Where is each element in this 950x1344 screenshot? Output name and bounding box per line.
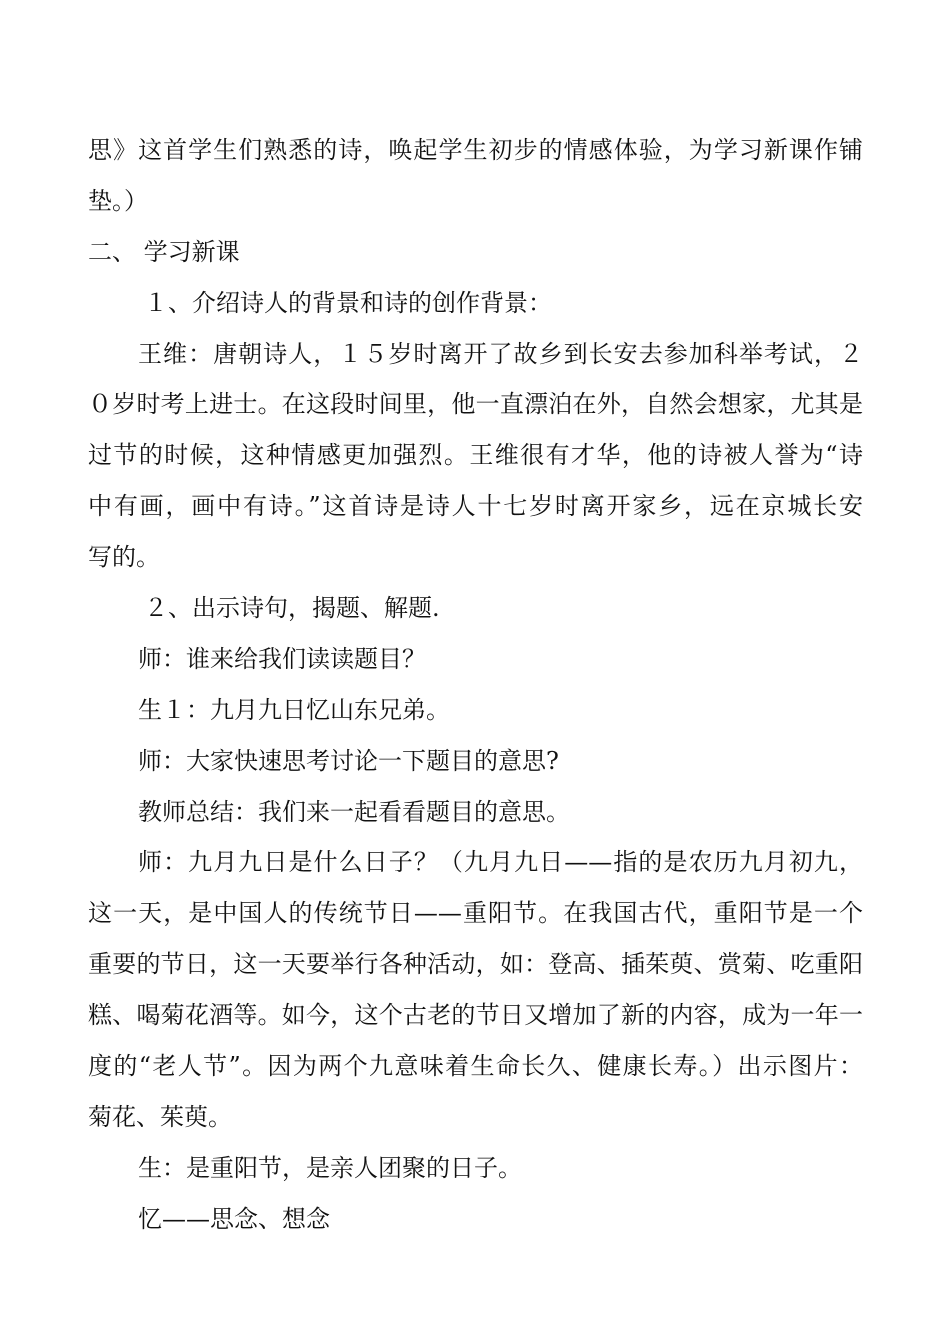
document-body xyxy=(88,125,863,1245)
text-line: 这一天，是中国人的传统节日——重阳节。在我国古代，重阳节是一个 xyxy=(88,899,863,928)
text-line: 王维：唐朝诗人，１５岁时离开了故乡到长安去参加科举考试，２ xyxy=(138,339,863,368)
text-line: 糕、喝菊花酒等。如今，这个古老的节日又增加了新的内容，成为一年一 xyxy=(88,1001,863,1030)
subsection-heading: ２、出示诗句，揭题、解题. xyxy=(144,594,440,623)
dialogue-line: 生１：九月九日忆山东兄弟。 xyxy=(138,695,450,724)
dialogue-line: 生：是重阳节，是亲人团聚的日子。 xyxy=(138,1153,522,1182)
text-line: 度的“老人节”。因为两个九意味着生命长久、健康长寿。）出示图片： xyxy=(88,1052,863,1081)
dialogue-line: 师：谁来给我们读读题目？ xyxy=(138,644,426,673)
section-heading: 二、 学习新课 xyxy=(88,237,240,266)
text-line: 过节的时候，这种情感更加强烈。王维很有才华，他的诗被人誉为“诗 xyxy=(88,441,863,470)
dialogue-line: 忆——思念、想念 xyxy=(138,1204,330,1233)
text-line: 中有画，画中有诗。”这首诗是诗人十七岁时离开家乡，远在京城长安 xyxy=(88,492,863,521)
dialogue-line: 教师总结：我们来一起看看题目的意思。 xyxy=(138,797,570,826)
text-line: 垫。） xyxy=(88,186,148,215)
text-line: 菊花、茱萸。 xyxy=(88,1102,232,1131)
text-line: 写的。 xyxy=(88,543,160,572)
text-line: ０岁时考上进士。在这段时间里，他一直漂泊在外，自然会想家，尤其是 xyxy=(88,390,863,419)
text-line: 思》这首学生们熟悉的诗，唤起学生初步的情感体验，为学习新课作铺 xyxy=(88,136,863,164)
dialogue-line: 师：大家快速思考讨论一下题目的意思? xyxy=(138,746,559,775)
dialogue-line: 师：九月九日是什么日子？（九月九日——指的是农历九月初九， xyxy=(138,848,863,877)
subsection-heading: １、介绍诗人的背景和诗的创作背景： xyxy=(144,288,552,317)
text-line: 重要的节日，这一天要举行各种活动，如：登高、插茱萸、赏菊、吃重阳 xyxy=(88,950,863,979)
